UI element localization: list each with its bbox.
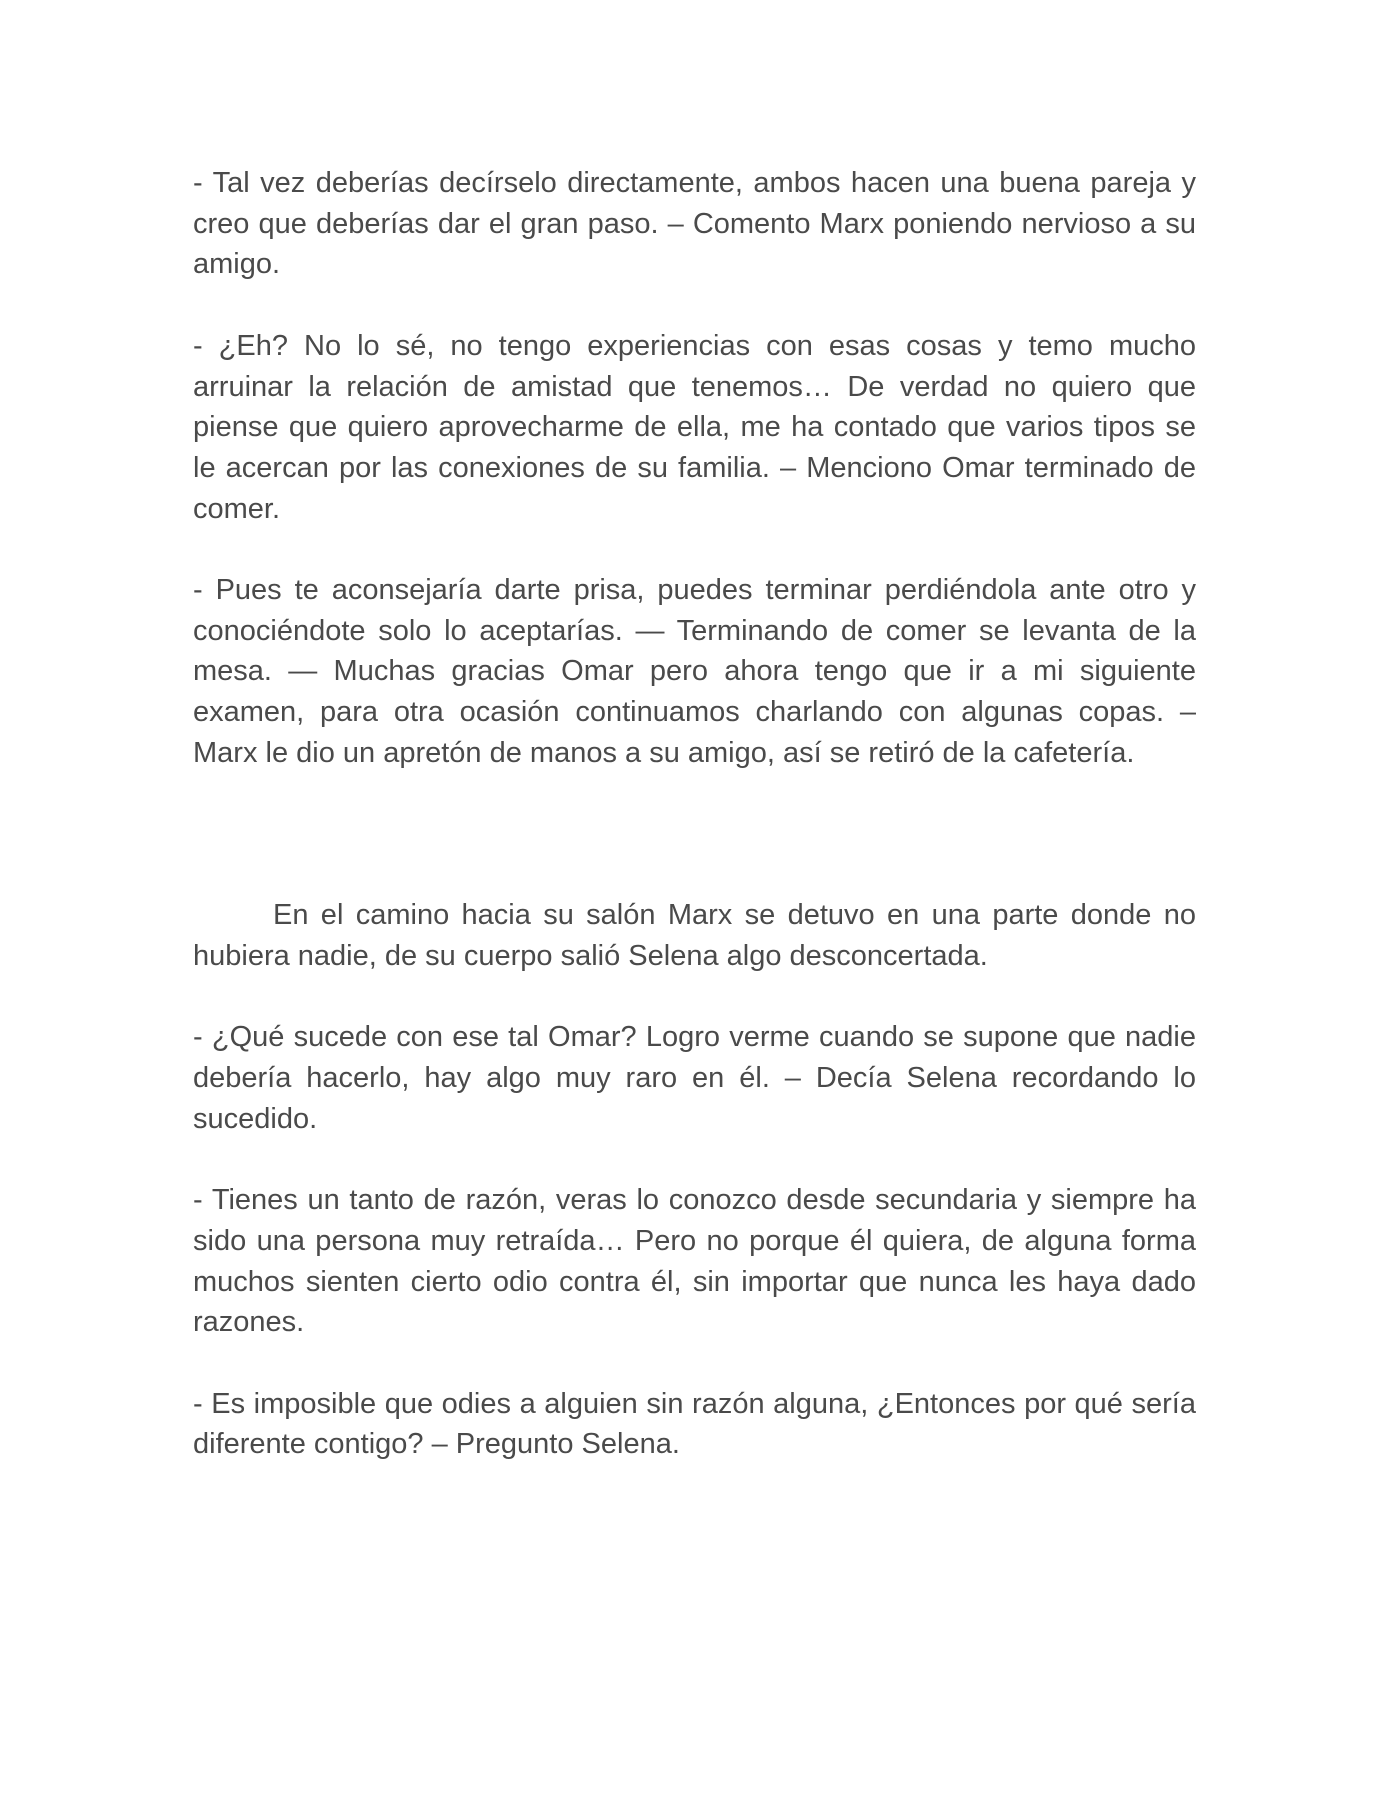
paragraph-4: En el camino hacia su salón Marx se detuvo en una parte donde no hubiera nadie, de su cuerpo salió Selena algo desconcertada. <box>193 899 1196 972</box>
section-break <box>193 814 1196 895</box>
paragraph-1: - Tal vez deberías decírselo directamente, ambos hacen una buena pareja y creo que deberías dar el gran paso. – Comento Marx poniendo nervioso a su amigo. <box>193 167 1196 281</box>
paragraph-6: - Tienes un tanto de razón, veras lo conozco desde secundaria y siempre ha sido una persona muy retraída… Pero no porque él quiera, de alguna forma muchos sienten cierto odio contra él, sin importar que nunca les haya dado razones. <box>193 1184 1196 1339</box>
paragraph-7: - Es imposible que odies a alguien sin razón alguna, ¿Entonces por qué sería diferente contigo? – Pregunto Selena. <box>193 1387 1196 1461</box>
document-body <box>193 163 1196 1506</box>
paragraph-5: - ¿Qué sucede con ese tal Omar? Logro verme cuando se supone que nadie debería hacerlo, hay algo muy raro en él. – Decía Selena recordando lo sucedido. <box>193 1021 1196 1135</box>
paragraph-2: - ¿Eh? No lo sé, no tengo experiencias con esas cosas y temo mucho arruinar la relación de amistad que tenemos… De verdad no quiero que piense que quiero aprovecharme de ella, me ha contado que varios tipos se le acercan por las conexiones de su familia. – Menciono Omar terminado de comer. <box>193 329 1196 525</box>
paragraph-3: - Pues te aconsejaría darte prisa, puedes terminar perdiéndola ante otro y conociéndote solo lo aceptarías. — Terminando de comer se levanta de la mesa. — Muchas gracias Omar pero ahora tengo que ir a mi siguiente examen, para otra ocasión continuamos charlando con algunas copas. – Marx le dio un apretón de manos a su amigo, así se retiró de la cafetería. <box>193 574 1196 769</box>
